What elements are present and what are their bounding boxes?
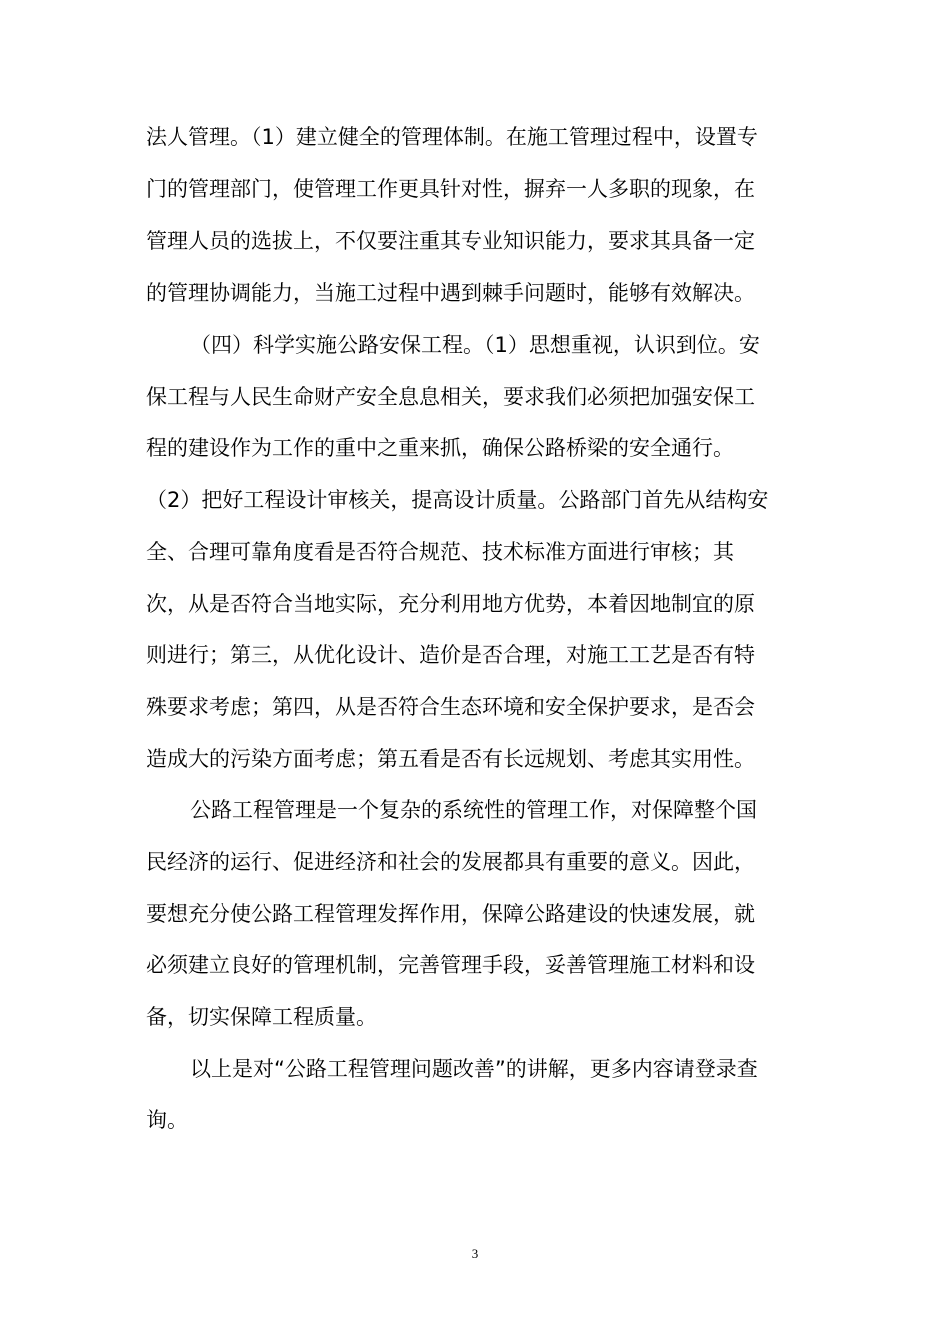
page-number: 3 [471, 1246, 479, 1261]
text-line: 民经济的运行、促进经济和社会的发展都具有重要的意义。因此， [146, 850, 755, 874]
text-line: 则进行；第三，从优化设计、造价是否合理，对施工工艺是否有特 [146, 643, 755, 667]
text-line: （2）把好工程设计审核关，提高设计质量。公路部门首先从结构安 [146, 488, 769, 512]
text-line: （四）科学实施公路安保工程。（1）思想重视，认识到位。安 [190, 333, 760, 357]
text-line: 法人管理。（1）建立健全的管理体制。在施工管理过程中，设置专 [146, 125, 758, 149]
text-line: 要想充分使公路工程管理发挥作用，保障公路建设的快速发展，就 [146, 902, 755, 926]
text-line: 公路工程管理是一个复杂的系统性的管理工作，对保障整个国 [190, 798, 757, 822]
text-line: 备，切实保障工程质量。 [146, 1005, 377, 1029]
text-line: 全、合理可靠角度看是否符合规范、技术标准方面进行审核；其 [146, 540, 734, 564]
text-line: 程的建设作为工作的重中之重来抓，确保公路桥梁的安全通行。 [146, 436, 734, 460]
text-line: 以上是对“公路工程管理问题改善”的讲解，更多内容请登录查 [190, 1057, 758, 1081]
text-line: 造成大的污染方面考虑；第五看是否有长远规划、考虑其实用性。 [146, 747, 755, 771]
text-line: 询。 [146, 1108, 188, 1132]
text-line: 的管理协调能力，当施工过程中遇到棘手问题时，能够有效解决。 [146, 281, 755, 305]
text-line: 门的管理部门，使管理工作更具针对性，摒弃一人多职的现象，在 [146, 177, 755, 201]
text-line: 次，从是否符合当地实际，充分利用地方优势，本着因地制宜的原 [146, 592, 755, 616]
text-line: 管理人员的选拔上，不仅要注重其专业知识能力，要求其具备一定 [146, 229, 755, 253]
text-line: 必须建立良好的管理机制，完善管理手段，妥善管理施工材料和设 [146, 953, 755, 977]
text-line: 保工程与人民生命财产安全息息相关，要求我们必须把加强安保工 [146, 385, 755, 409]
text-line: 殊要求考虑；第四，从是否符合生态环境和安全保护要求，是否会 [146, 695, 755, 719]
